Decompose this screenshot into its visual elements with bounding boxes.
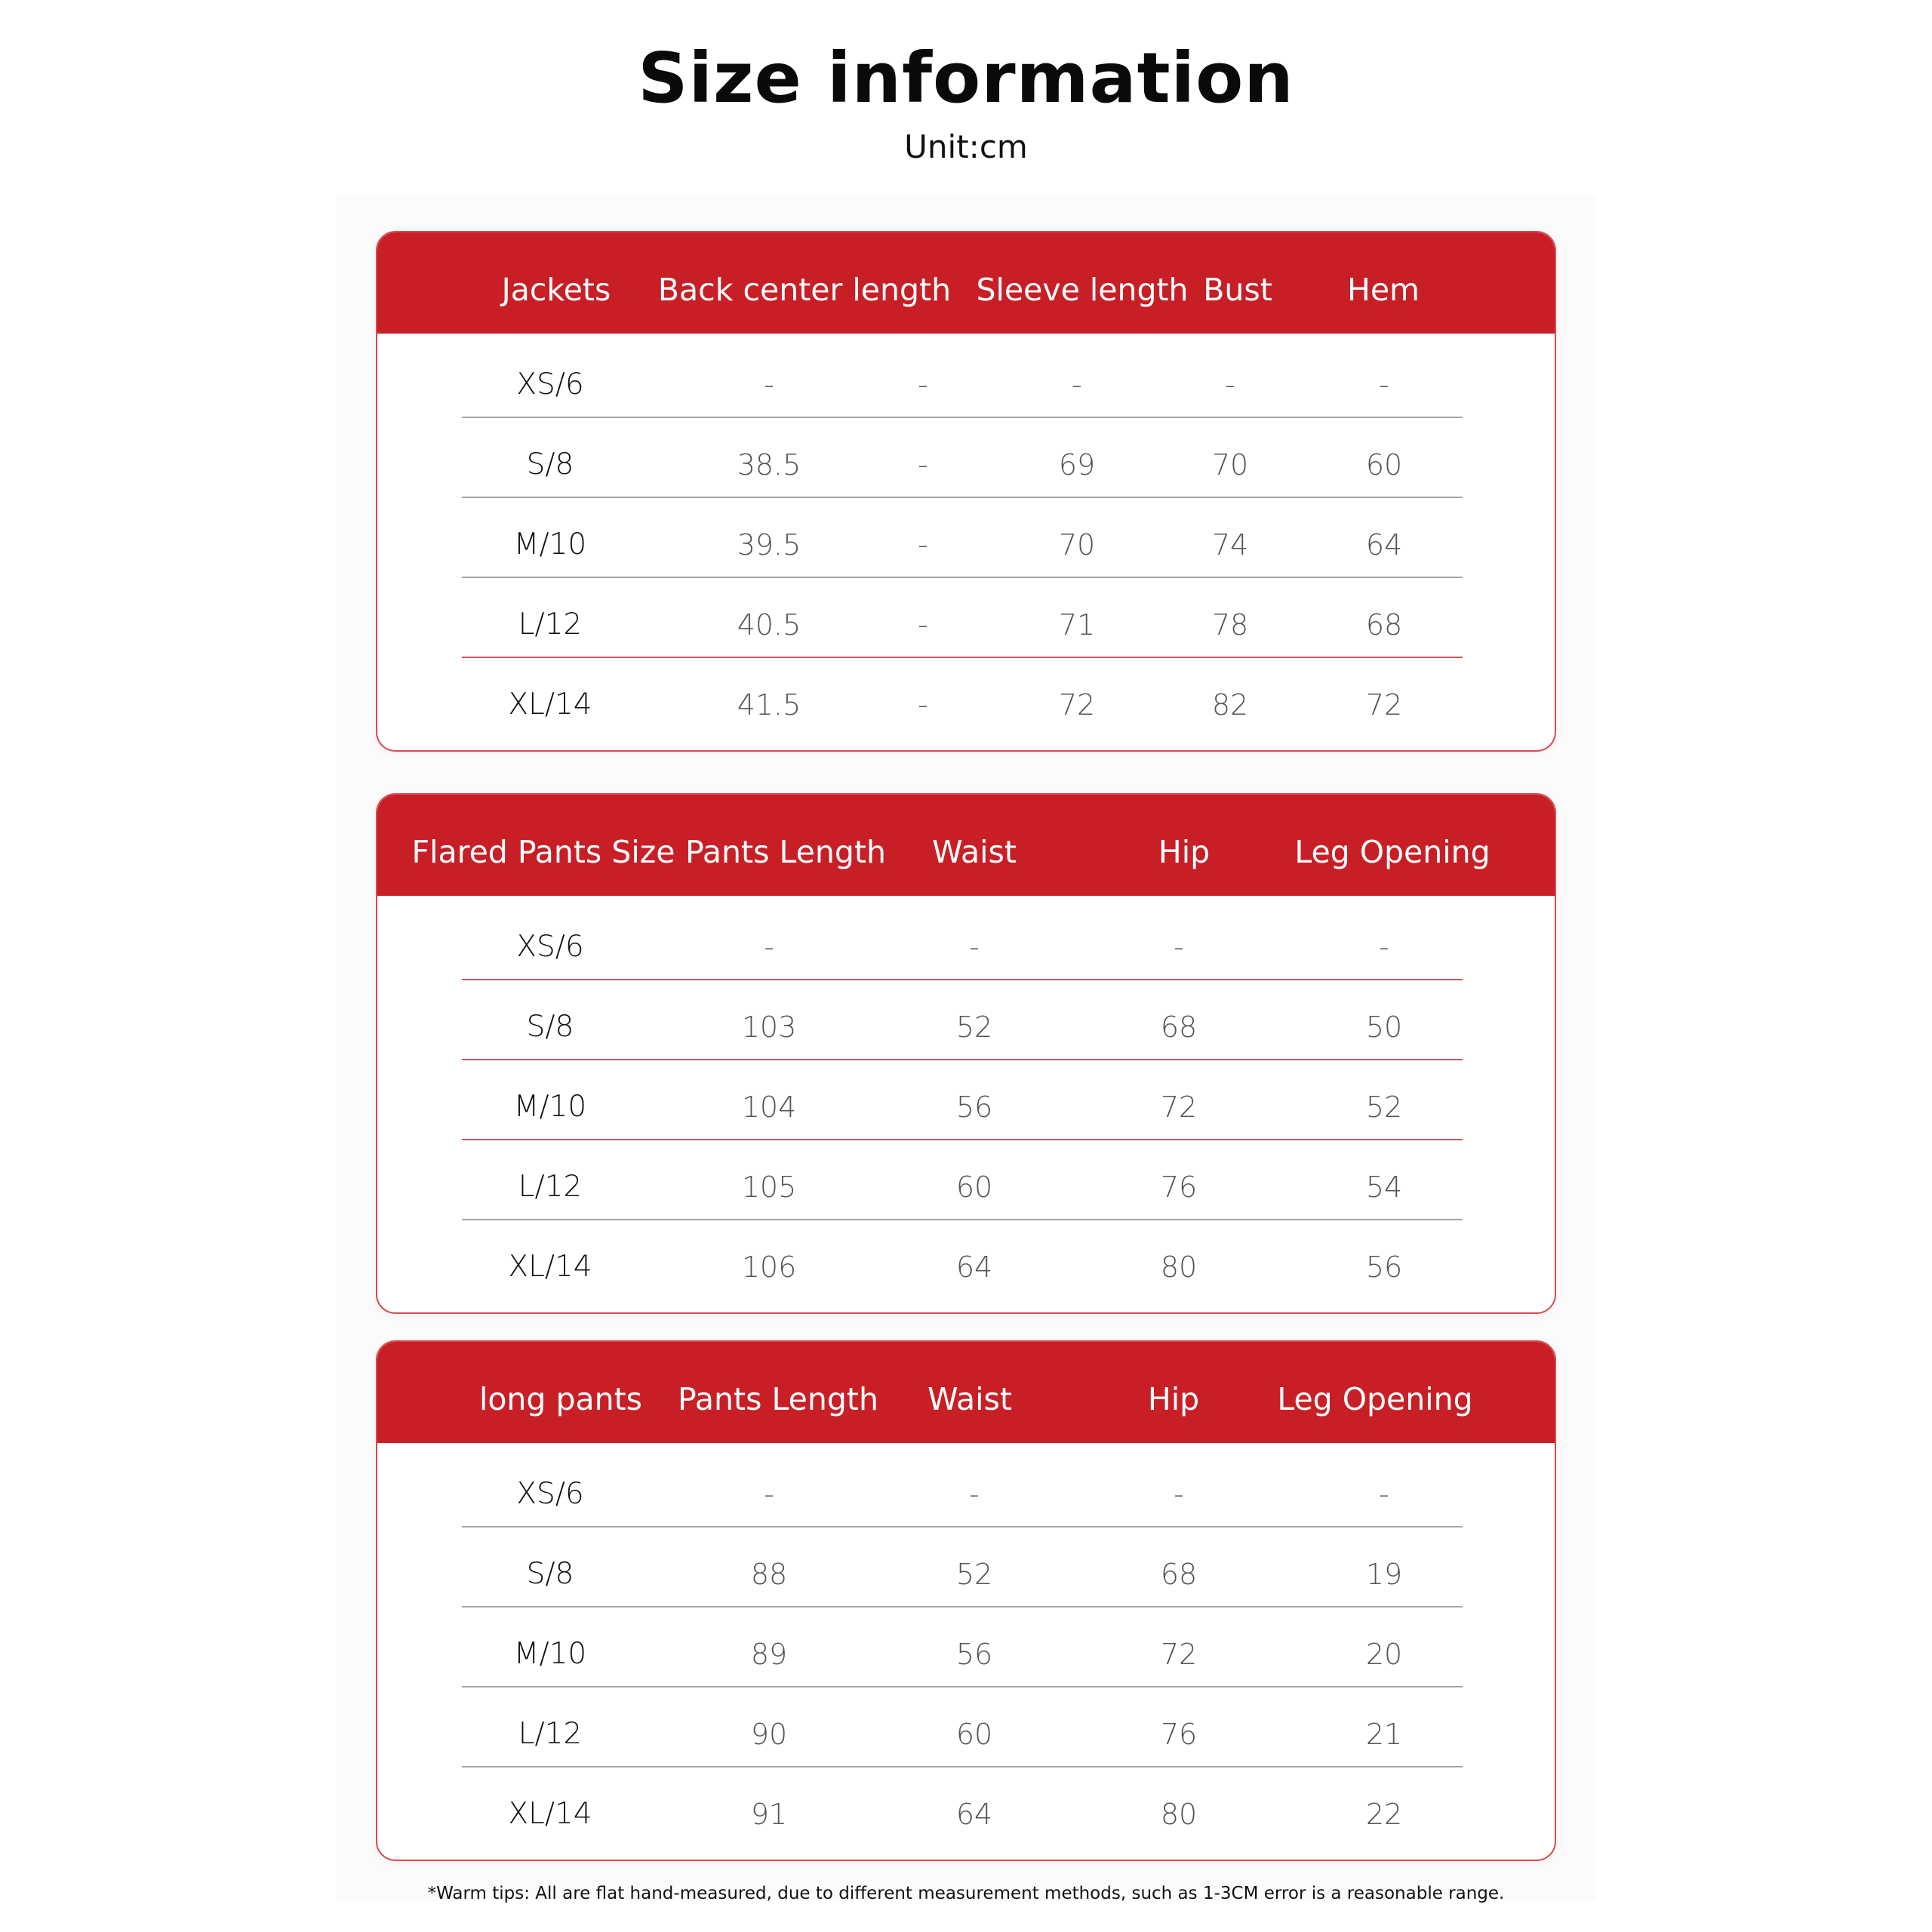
value-cell: 106 xyxy=(741,1251,797,1284)
table-row xyxy=(462,498,1463,578)
header-cell: Back center length xyxy=(657,272,952,308)
header-cell: Jackets xyxy=(501,272,611,308)
value-cell: 71 xyxy=(1058,608,1096,641)
value-cell: - xyxy=(1379,1478,1389,1511)
size-cell: S/8 xyxy=(526,448,574,481)
footnote: *Warm tips: All are flat hand-measured, due to different measurement methods, such as 1-3CM error is a reasonable range. xyxy=(427,1884,1505,1903)
value-cell: - xyxy=(918,448,928,481)
value-cell: 56 xyxy=(955,1091,993,1124)
table-row xyxy=(462,980,1463,1060)
value-cell: 88 xyxy=(750,1558,788,1591)
header-cell: long pants xyxy=(478,1381,643,1417)
size-cell: XL/14 xyxy=(508,1797,592,1831)
value-cell: 89 xyxy=(750,1638,788,1671)
long-pants-table xyxy=(376,1340,1556,1861)
value-cell: - xyxy=(1174,1478,1184,1511)
value-cell: - xyxy=(764,368,774,401)
header-cell: Leg Opening xyxy=(1294,834,1491,870)
value-cell: - xyxy=(1379,368,1389,401)
value-cell: 22 xyxy=(1365,1798,1403,1831)
size-cell: L/12 xyxy=(518,608,583,641)
value-cell: 60 xyxy=(1365,448,1403,481)
table-row xyxy=(462,1447,1463,1527)
value-cell: 40.5 xyxy=(737,608,801,641)
table-row xyxy=(462,1607,1463,1687)
value-cell: 60 xyxy=(955,1171,993,1204)
table-header xyxy=(377,232,1555,334)
table-row xyxy=(462,1060,1463,1140)
value-cell: 74 xyxy=(1211,528,1249,561)
value-cell: 41.5 xyxy=(737,688,801,721)
size-cell: XS/6 xyxy=(516,368,584,401)
value-cell: 72 xyxy=(1160,1091,1198,1124)
size-cell: M/10 xyxy=(513,1090,587,1124)
value-cell: - xyxy=(918,688,928,721)
table-header xyxy=(377,795,1555,896)
value-cell: 56 xyxy=(1365,1251,1403,1284)
value-cell: 50 xyxy=(1365,1011,1403,1044)
value-cell: - xyxy=(1225,368,1235,401)
table-row xyxy=(462,1687,1463,1767)
header-cell: Waist xyxy=(928,1381,1012,1417)
value-cell: - xyxy=(918,528,928,561)
value-cell: 64 xyxy=(955,1798,993,1831)
header-cell: Hip xyxy=(1147,1381,1200,1417)
header-cell: Flared Pants Size xyxy=(411,834,675,870)
size-cell: L/12 xyxy=(518,1170,583,1204)
value-cell: 20 xyxy=(1365,1638,1403,1671)
value-cell: 19 xyxy=(1365,1558,1403,1591)
value-cell: 54 xyxy=(1365,1171,1403,1204)
header-cell: Waist xyxy=(932,834,1017,870)
size-cell: XL/14 xyxy=(508,688,592,721)
value-cell: 70 xyxy=(1211,448,1249,481)
value-cell: - xyxy=(969,931,980,964)
size-cell: XL/14 xyxy=(508,1250,592,1284)
size-cell: L/12 xyxy=(518,1717,583,1751)
value-cell: 82 xyxy=(1211,688,1249,721)
value-cell: 80 xyxy=(1160,1798,1198,1831)
value-cell: 64 xyxy=(955,1251,993,1284)
value-cell: 76 xyxy=(1160,1718,1198,1751)
size-cell: M/10 xyxy=(513,528,587,561)
value-cell: - xyxy=(918,608,928,641)
flared-pants-table xyxy=(376,793,1556,1314)
value-cell: 103 xyxy=(741,1011,797,1044)
value-cell: 78 xyxy=(1211,608,1249,641)
value-cell: 21 xyxy=(1365,1718,1403,1751)
value-cell: 80 xyxy=(1160,1251,1198,1284)
table-header xyxy=(377,1342,1555,1443)
value-cell: - xyxy=(1379,931,1389,964)
table-row xyxy=(462,1527,1463,1607)
value-cell: 52 xyxy=(955,1558,993,1591)
header-cell: Pants Length xyxy=(678,1381,878,1417)
table-row xyxy=(462,338,1463,418)
value-cell: 70 xyxy=(1058,528,1096,561)
value-cell: - xyxy=(918,368,928,401)
header-cell: Hip xyxy=(1158,834,1211,870)
size-cell: S/8 xyxy=(526,1010,574,1044)
value-cell: 69 xyxy=(1058,448,1096,481)
value-cell: - xyxy=(1174,931,1184,964)
value-cell: 52 xyxy=(1365,1091,1403,1124)
unit-label: Unit:cm xyxy=(904,128,1028,165)
header-cell: Hem xyxy=(1347,272,1420,308)
size-cell: XS/6 xyxy=(516,1477,584,1511)
value-cell: 72 xyxy=(1058,688,1096,721)
value-cell: 68 xyxy=(1160,1558,1198,1591)
value-cell: 68 xyxy=(1365,608,1403,641)
header-cell: Pants Length xyxy=(685,834,886,870)
table-row xyxy=(462,658,1463,737)
value-cell: 90 xyxy=(750,1718,788,1751)
value-cell: - xyxy=(764,931,774,964)
value-cell: 72 xyxy=(1365,688,1403,721)
value-cell: 64 xyxy=(1365,528,1403,561)
value-cell: 68 xyxy=(1160,1011,1198,1044)
jackets-table xyxy=(376,231,1556,752)
table-row xyxy=(462,1767,1463,1846)
value-cell: 72 xyxy=(1160,1638,1198,1671)
value-cell: 39.5 xyxy=(737,528,801,561)
value-cell: 91 xyxy=(750,1798,788,1831)
value-cell: 56 xyxy=(955,1638,993,1671)
header-cell: Sleeve length xyxy=(976,272,1189,308)
size-cell: S/8 xyxy=(526,1557,574,1591)
value-cell: 105 xyxy=(741,1171,797,1204)
value-cell: 104 xyxy=(741,1091,797,1124)
size-cell: XS/6 xyxy=(516,930,584,964)
table-row xyxy=(462,578,1463,658)
value-cell: 52 xyxy=(955,1011,993,1044)
table-row xyxy=(462,418,1463,498)
value-cell: 60 xyxy=(955,1718,993,1751)
value-cell: - xyxy=(764,1478,774,1511)
page-title: Size information xyxy=(638,38,1294,118)
table-row xyxy=(462,900,1463,980)
header-cell: Bust xyxy=(1203,272,1272,308)
value-cell: 38.5 xyxy=(737,448,801,481)
table-row xyxy=(462,1140,1463,1220)
table-row xyxy=(462,1220,1463,1299)
size-cell: M/10 xyxy=(513,1637,587,1671)
value-cell: 76 xyxy=(1160,1171,1198,1204)
value-cell: - xyxy=(969,1478,980,1511)
header-cell: Leg Opening xyxy=(1277,1381,1473,1417)
value-cell: - xyxy=(1072,368,1082,401)
